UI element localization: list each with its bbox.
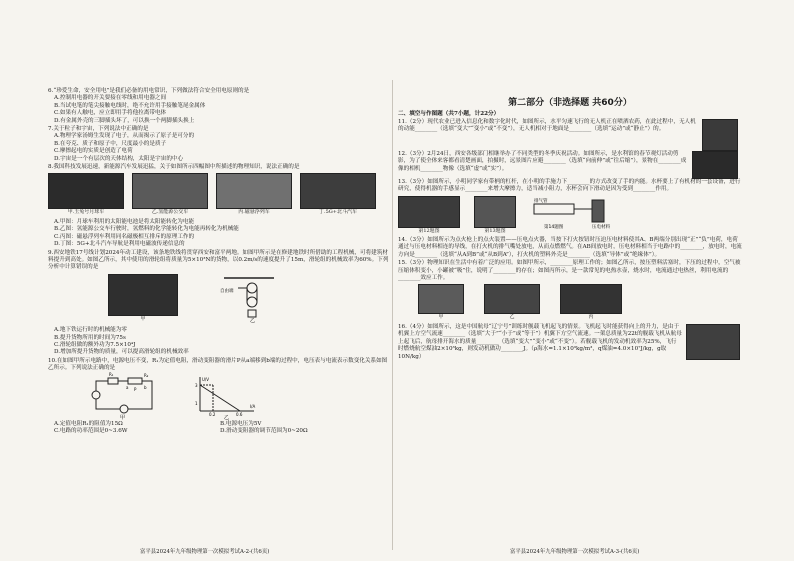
question-13: 13.（3分）如图所示，小明同学家有带柄的杠杆，在小明的手施力下________的方式改变了手的内能。水杯要上了有机材的一套设备，进行研究，使得机器的手感显示________来增大摩擦力，适当减小阻力，水杯会向下滑动是因为受到________作用。 <box>398 178 741 193</box>
figure-hydrogen-bus <box>132 173 208 216</box>
figure-caption: 第14题图 <box>544 224 564 230</box>
q12-14-figures <box>398 196 742 235</box>
q10-options-row1 <box>48 421 392 428</box>
figure-q12 <box>398 196 460 235</box>
hydrogen-bus-photo <box>132 173 208 209</box>
piezo-label: 压电材料 <box>592 224 610 230</box>
question-12-row <box>398 151 742 179</box>
question-14: 14.（3分）如图所示为点火枪上的点火装置——压电点火器，当按下打火按钮时压迫压电材料使其A、B两端分别出现“正”“负”电荷，电荷通过与压电材料相连的导线，在打火机的排气嘴处放电，从而点燃燃气。在AB间放电时，压电材料相当于电路中的________，放电时，电流方向是________（选填“从A到B”或“从B到A”），打火机的塑料外壳是________（选填“导体”或“绝缘体”）。 <box>398 237 742 258</box>
q10-options-row2 <box>48 428 392 435</box>
drone-photo <box>702 119 738 151</box>
question-6 <box>48 88 392 125</box>
r2-label: R₂ <box>144 372 149 378</box>
end-a-label: a <box>126 384 129 390</box>
right-page <box>398 100 742 362</box>
free-end-label: 自由端 <box>220 288 234 294</box>
figure-caption: 丁.5G+北斗汽车 <box>319 209 357 216</box>
option-a: A.定值电阻R₁的阻值为15Ω <box>54 420 123 427</box>
exhaust-label: 排气管 <box>534 198 548 204</box>
q8-figures <box>48 173 392 216</box>
suction-photo <box>484 284 540 314</box>
option-a: A.甲图：月球车利用的太阳能电池是将太阳能转化为电能 <box>54 218 195 225</box>
figure-q14 <box>530 196 630 235</box>
option-c: C.滑轮组做的额外功为7.5×10⁴J <box>54 341 136 348</box>
figure-caption: 丙.磁悬浮列车 <box>238 209 270 216</box>
question-16-row <box>398 324 742 362</box>
figure-caption: 甲 <box>438 314 444 321</box>
option-b: B.提升货物所用的时间为75s <box>54 334 126 341</box>
figure-caption: 甲 <box>120 414 126 421</box>
tick-label: 1 <box>195 400 198 406</box>
option-d: D.增加所提升货物的质量，可以提高滑轮组的机械效率 <box>54 349 189 356</box>
option-b: B.当试电笔的笔尖接触电线时，绝不允许用手接触笔尾金属体 <box>54 102 206 109</box>
lunar-rover-photo <box>48 173 124 209</box>
tick-label: 3 <box>195 382 198 388</box>
question-15: 15.（3分）物理知识在生活中有着广泛的应用。如图甲所示，________原理工作的；如图乙所示，按压塑料活塞时，下压的过程中，空气被压缩体积变小，小罐被“吸”住，说明了________的存在；如图丙所示，是一款常见的电热水壶，烧水时，电流通过电热丝，利用电流的________效应工作。 <box>398 260 741 282</box>
maglev-train-photo <box>216 173 292 209</box>
question-12: 12.（3分）2月24日，西安各级部门相继举办了不同类型的冬季庆祝活动。如图所示，是水利馆的春节观灯活动剪影，为了使全体来客都看清楚画面，拍摄时，远景图片应避________（选填“向前伸”或“往后缩”），景物在________成像的相机________物像（选填“虚”或“实”）。 <box>398 150 687 172</box>
question-8 <box>48 164 392 248</box>
option-a: A.物理学家汤姆生发现了电子，从而揭示了原子是可分的 <box>54 133 195 140</box>
figure-caption: 乙 <box>509 314 515 321</box>
option-d: D.丁图：5G+北斗汽车导航是利用电磁波传递信息的 <box>54 241 185 248</box>
flashlight-photo <box>560 284 622 314</box>
figure-caption: 甲.玉兔号月球车 <box>67 209 105 216</box>
left-page <box>48 88 392 436</box>
x-axis-label: I/A <box>250 403 256 409</box>
right-page-footer: 富平县2024年九年级物理第一次模拟考试A-3-(共6页) <box>510 549 640 555</box>
question-stem: 6.“珍爱生命，安全用电”是我们必备的用电常识，下列做法符合安全用电原则的是 <box>48 88 250 94</box>
slider-p-label: P <box>134 386 137 392</box>
figure-kettle <box>418 284 464 321</box>
question-stem: 8.我国科技发展迅速，新能源汽车发展迅猛，关于如图所示四幅图中所描述的物理知识，说法正确的是 <box>48 164 300 171</box>
question-11-row <box>398 119 742 151</box>
option-a: A.控制用电器的开关要接在零线和用电器之间 <box>54 95 167 102</box>
figure-q13 <box>474 196 516 235</box>
option-c: C.丙图：磁悬浮列车利用同名磁极相互排斥的原理工作的 <box>54 233 195 240</box>
q15-figures <box>418 284 742 321</box>
figure-crane-photo <box>108 274 178 325</box>
figure-caption: 丙 <box>588 314 594 321</box>
option-b: B.乙图：氢能源公交车行驶时，氢燃料的化学能转化为电能再转化为机械能 <box>54 226 239 233</box>
figure-caption: 甲 <box>140 315 146 322</box>
part-title: 第二部分（非选择题 共60分） <box>508 98 632 108</box>
question-9 <box>48 250 392 357</box>
question-10 <box>48 358 392 436</box>
option-d: D.宇宙是一个有层次的天体结构，太阳是宇宙的中心 <box>54 155 184 162</box>
circuit-diagram <box>88 371 158 421</box>
option-d: D.滑动变阻器的调节范围为0~20Ω <box>220 427 308 434</box>
5g-car-photo <box>300 173 376 209</box>
figure-caption: 乙 <box>250 317 256 324</box>
page-divider <box>392 80 393 550</box>
option-c: C.摩擦起电的实质是创造了电荷 <box>54 148 133 155</box>
q9-figures <box>108 274 392 325</box>
end-b-label: b <box>144 384 147 390</box>
option-d: D.有金属外壳的三脚插头坏了，可以换一个两脚插头换上 <box>54 117 195 124</box>
figure-caption: 第13题图 <box>484 227 506 234</box>
figure-caption: 乙.氢能源公交车 <box>151 209 189 216</box>
question-16: 16.（4分）如图所示，这是中国航母“辽宁号”训练时舰载飞机起飞的情景。飞机起飞时能获得向上的升力，是由于机翼上方空气流速________（选填“大于”“小于”或“等于”）机翼下方空气流速。一架总质量为22t的舰载飞机从航母上起飞后，航母排开海水的质量________（选填“变大”“变小”或“不变”）。若舰载飞机的发动机效率为25%，飞行时燃烧航空煤油2×10³kg，则发动机做功________J。（ρ海水=1.1×10³kg/m³，q煤油=4.0×10⁷J/kg，g取10N/kg） <box>398 323 682 360</box>
figure-maglev-train <box>216 173 292 216</box>
pulley-diagram <box>218 274 278 322</box>
q13-photo <box>474 196 516 228</box>
tick-label: 0.2 <box>209 411 216 417</box>
option-c: C.电路的功率范围是0~3.6W <box>54 427 128 434</box>
figure-lunar-rover <box>48 173 124 216</box>
question-stem: 7.关于粒子和宇宙，下列说法中正确的是 <box>48 126 149 133</box>
figure-suction <box>484 284 540 321</box>
y-axis-label: U/V <box>202 376 210 382</box>
question-11: 11.（2分）现代农业已进入信息化和数字化时代，如图所示，水平匀速飞行的无人机正在喷洒农药，在此过程中，无人机的动能________（选填“变大”“变小”或“不变”），无人机相对于地面是________（选填“运动”或“静止”）的。 <box>398 118 696 133</box>
r1-label: R₁ <box>109 371 114 377</box>
lantern-photo <box>692 151 738 179</box>
question-stem: 10.在如图甲所示电路中，电源电压不变，R₁为定值电阻，滑动变阻器的滑片P从a端移到b端的过程中，电压表与电流表示数变化关系如图乙所示。下列说法正确的是 <box>48 357 388 372</box>
crane-photo <box>108 274 178 316</box>
igniter-diagram <box>530 196 630 232</box>
figure-pulley <box>218 274 278 325</box>
q10-figures <box>88 371 392 421</box>
tick-label: 0.6 <box>236 411 243 417</box>
carrier-photo <box>686 324 740 360</box>
figure-5g-car <box>300 173 376 216</box>
option-b: B.电源电压为5V <box>220 420 262 427</box>
option-a: A.地下铁运行时的机械能为零 <box>54 327 127 334</box>
figure-flashlight <box>560 284 622 321</box>
option-b: B.在夸克、质子和原子中，尺度最小的是质子 <box>54 140 167 147</box>
figure-caption: 第12题图 <box>418 227 440 234</box>
u-i-graph <box>188 375 258 419</box>
question-stem: 9.西安地铁17号线计划2024年动工建设，该条地铁线将贯穿西安和富平两地。如图甲所示是在修建地铁时所借助的工程机械，可将建筑材料提升到高处。如图乙所示，其中使用的滑轮组将质量为5×10³N的货物，以0.2m/s的速度提升了15m，滑轮组的机械效率为60%。下列分析中计算错误的是 <box>48 249 389 271</box>
figure-caption: 乙 <box>224 414 230 421</box>
q12-photo <box>398 196 460 228</box>
left-page-footer: 富平县2024年九年级物理第一次模拟考试A-2-(共6页) <box>140 549 270 555</box>
section-heading: 二、填空与作图题（共7小题，计22分） <box>398 111 500 118</box>
question-7 <box>48 126 392 163</box>
option-c: C.如果有人触电，应立即用手将他拉离带电体 <box>54 110 167 117</box>
kettle-photo <box>418 284 464 314</box>
